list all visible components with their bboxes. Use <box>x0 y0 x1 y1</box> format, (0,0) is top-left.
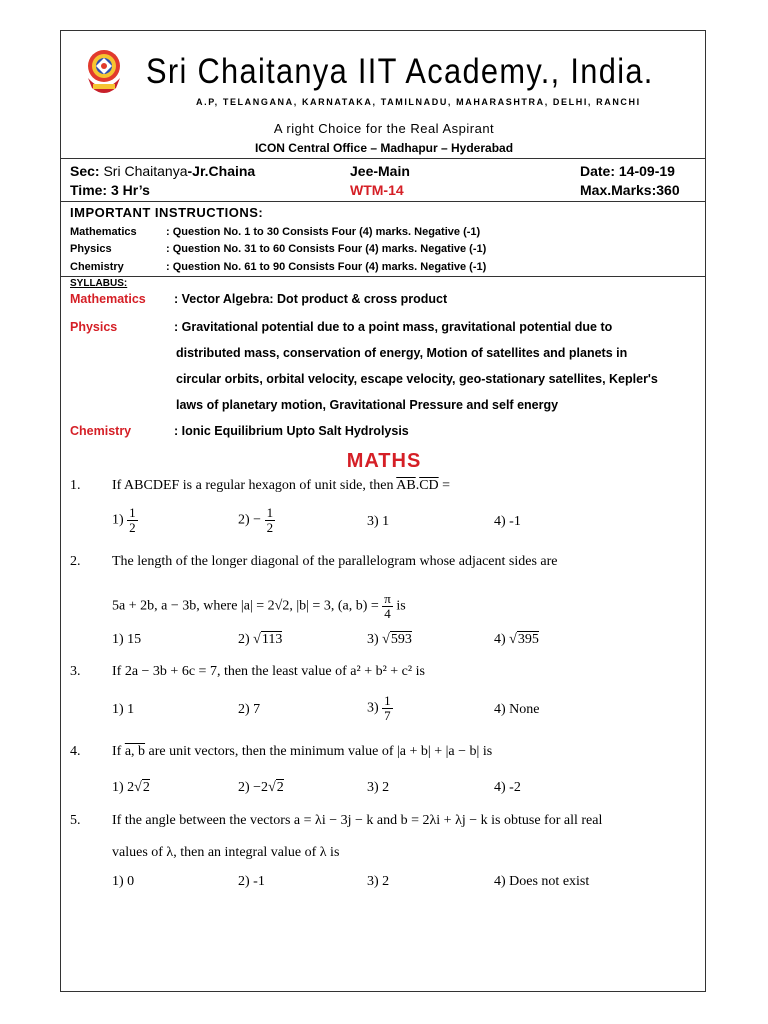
instruction-subject: Physics <box>70 243 112 255</box>
time-info: Time: 3 Hr’s <box>70 182 150 198</box>
syllabus-physics-line: circular orbits, orbital velocity, escape velocity, geo-stationary satellites, Kepler's <box>176 372 658 386</box>
academy-title: Sri Chaitanya IIT Academy., India. <box>146 52 654 91</box>
option-1: 1) 15 <box>112 632 142 647</box>
divider <box>61 158 705 159</box>
option-4: 4) Does not exist <box>494 874 590 889</box>
exam-date: Date: 14-09-19 <box>580 163 675 179</box>
option-1: 1) 2√2 <box>112 780 150 795</box>
academy-logo <box>84 48 124 98</box>
exam-name: Jee-Main <box>350 163 410 179</box>
instructions-heading: IMPORTANT INSTRUCTIONS: <box>70 205 264 220</box>
question-text: values of λ, then an integral value of λ is <box>112 845 340 860</box>
states-line: A.P, TELANGANA, KARNATAKA, TAMILNADU, MAHARASHTRA, DELHI, RANCHI <box>196 97 641 107</box>
question-text: If a, b are unit vectors, then the minimum value of |a + b| + |a − b| is <box>112 744 493 759</box>
section-info: Sec: Sri Chaitanya-Jr.Chaina <box>70 163 256 179</box>
question-number: 2. <box>70 554 81 569</box>
syllabus-heading: SYLLABUS: <box>70 278 128 289</box>
instruction-text: : Question No. 31 to 60 Consists Four (4) marks. Negative (-1) <box>166 243 487 255</box>
section-title: MATHS <box>346 450 422 472</box>
question-number: 1. <box>70 478 81 493</box>
question-number: 5. <box>70 813 81 828</box>
divider <box>61 201 705 202</box>
syllabus-chemistry-topics: : Ionic Equilibrium Upto Salt Hydrolysis <box>174 424 409 438</box>
syllabus-physics-line: distributed mass, conservation of energy, Motion of satellites and planets in <box>176 346 628 360</box>
option-2: 2) − $\frac{1}{2}$ <box>238 505 274 535</box>
option-2: 2) 7 <box>238 702 261 717</box>
syllabus-physics-line: : Gravitational potential due to a point mass, gravitational potential due to <box>174 320 613 334</box>
option-3: 3) 1 <box>367 514 390 529</box>
option-3: 3) √593 <box>367 632 412 647</box>
syllabus-subject-chemistry: Chemistry <box>70 424 132 438</box>
option-2: 2) −2√2 <box>238 780 284 795</box>
option-4: 4) None <box>494 702 540 717</box>
option-4: 4) -1 <box>494 514 521 529</box>
question-text: If 2a − 3b + 6c = 7, then the least value of a² + b² + c² is <box>112 664 425 679</box>
syllabus-subject-maths: Mathematics <box>70 292 146 306</box>
option-1: 1) 1 <box>112 702 135 717</box>
option-1: 1) $\frac{1}{2}$ <box>112 505 136 535</box>
question-text: The length of the longer diagonal of the parallelogram whose adjacent sides are <box>112 554 558 569</box>
question-number: 4. <box>70 744 81 759</box>
divider <box>61 276 705 277</box>
syllabus-physics-line: laws of planetary motion, Gravitational Pressure and self energy <box>176 398 559 412</box>
option-4: 4) √395 <box>494 632 539 647</box>
option-3: 3) $\frac{1}{7}$ <box>367 693 391 723</box>
syllabus-subject-physics: Physics <box>70 320 118 334</box>
instruction-subject: Chemistry <box>70 261 124 273</box>
question-text: If the angle between the vectors a = λi − 3j − k and b = 2λi + λj − k is obtuse for all real <box>112 813 603 828</box>
option-1: 1) 0 <box>112 874 135 889</box>
instruction-text: : Question No. 1 to 30 Consists Four (4) marks. Negative (-1) <box>166 226 481 238</box>
max-marks: Max.Marks:360 <box>580 182 680 198</box>
question-number: 3. <box>70 664 81 679</box>
question-text: 5a + 2b, a − 3b, where |a| = 2√2, |b| = 3, (a, b) = $\frac{\pi}{4}$ is <box>112 591 406 621</box>
option-4: 4) -2 <box>494 780 521 795</box>
option-2: 2) -1 <box>238 874 265 889</box>
option-3: 3) 2 <box>367 874 390 889</box>
option-3: 3) 2 <box>367 780 390 795</box>
test-code: WTM-14 <box>350 182 404 198</box>
tagline: A right Choice for the Real Aspirant <box>273 121 495 136</box>
office-address: ICON Central Office – Madhapur – Hyderabad <box>254 141 514 155</box>
question-text: If ABCDEF is a regular hexagon of unit side, then $\overline{AB}.\overline{CD}$ = <box>112 478 451 493</box>
instruction-text: : Question No. 61 to 90 Consists Four (4) marks. Negative (-1) <box>166 261 487 273</box>
option-2: 2) √113 <box>238 632 283 647</box>
syllabus-maths-topics: : Vector Algebra: Dot product & cross product <box>174 292 448 306</box>
instruction-subject: Mathematics <box>70 226 137 238</box>
